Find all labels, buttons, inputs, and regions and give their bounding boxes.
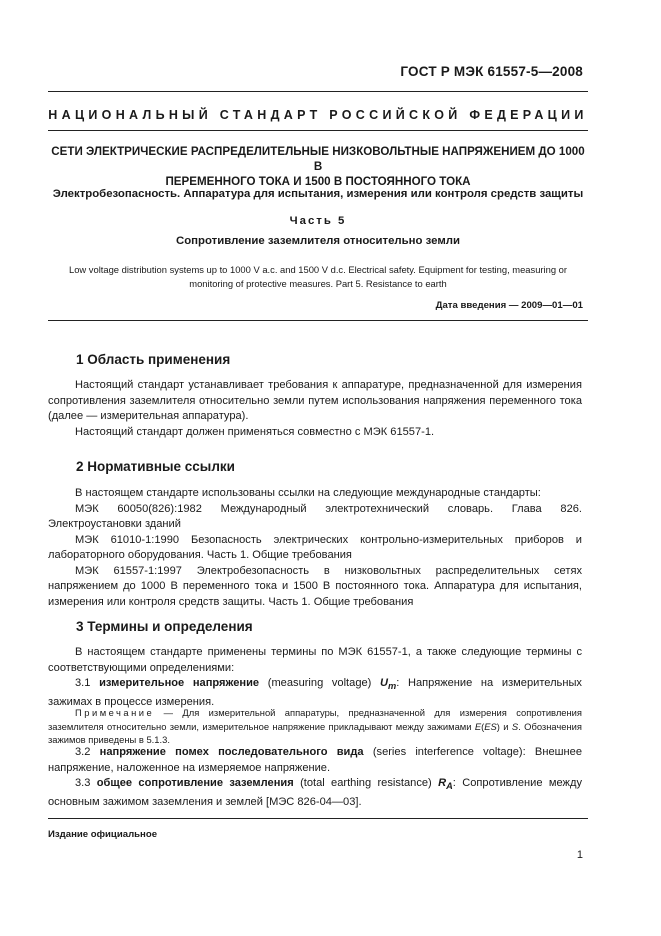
section-2-body [48, 486, 582, 610]
term-3-2: 3.2 напряжение помех последовательного вида (series interference voltage): Внешнее напряжение, наложенное на измеряемое напряжение. [48, 746, 582, 774]
part-title: Сопротивление заземлителя относительно земли [175, 235, 461, 247]
document-code: ГОСТ Р МЭК 61557-5—2008 [400, 64, 583, 79]
document-title [48, 144, 588, 189]
term-3-3-name: общее сопротивление заземления [96, 777, 294, 789]
term-3-1-symbol: $U_m$ [380, 677, 397, 692]
introduction-date: Дата введения — 2009—01—01 [435, 300, 583, 311]
official-edition-label: Издание официальное [48, 829, 158, 840]
banner-divider [48, 130, 588, 131]
reference-iec-61010: МЭК 61010-1:1990 Безопасность электрических контрольно-измерительных приборов и лабораторного оборудования. Часть 1. Общие требования [48, 533, 582, 561]
section-3-paragraph-1: В настоящем стандарте применены термины по МЭК 61557-1, а также следующие термины с соответствующими определениями: [48, 646, 582, 674]
term-3-3: 3.3 общее сопротивление заземления (total earthing resistance) $R_A$: Сопротивление между основным зажимом заземления и землей [МЭС 826-04—03]. [48, 777, 582, 808]
english-title-line-2: monitoring of protective measures. Part 5. Resistance to earth [189, 277, 447, 289]
term-3-1: 3.1 измерительное напряжение (measuring voltage) $U_m$: Напряжение на измерительных зажимах в процессе измерения. [48, 677, 582, 708]
document-subtitle: Электробезопасность. Аппаратура для испытания, измерения или контроля средств защиты [52, 188, 584, 200]
section-2-paragraph-1: В настоящем стандарте использованы ссылки на следующие международные стандарты: [75, 487, 541, 499]
section-3-heading: 3 Термины и определения [76, 619, 253, 634]
part-label: Часть 5 [289, 215, 347, 227]
note-3-1: Примечание — Для измерительной аппаратуры, предназначенной для измерения сопротивления заземлителя относительно земли, измерительное напряжение прикладывают между зажимами E(ES) и S. Обозначения зажимов приведены в 5.1.3. [48, 707, 582, 745]
section-1-paragraph-2: Настоящий стандарт должен применяться совместно с МЭК 61557-1. [75, 425, 435, 438]
reference-iec-60050: МЭК 60050(826):1982 Международный электротехнический словарь. Глава 826. Электроустановки зданий [48, 502, 582, 530]
section-1-paragraph-1: Настоящий стандарт устанавливает требования к аппаратуре, предназначенной для измерения сопротивления заземлителя относительно земли путем использования напряжения переменного тока (далее — измерительная аппаратура). [48, 379, 582, 422]
date-divider [48, 320, 588, 321]
section-2-heading: 2 Нормативные ссылки [76, 459, 235, 474]
page-number: 1 [576, 849, 583, 861]
national-standard-banner: НАЦИОНАЛЬНЫЙ СТАНДАРТ РОССИЙСКОЙ ФЕДЕРАЦИИ [48, 108, 588, 122]
reference-iec-61557-1: МЭК 61557-1:1997 Электробезопасность в низковольтных распределительных сетях напряжением до 1000 В переменного тока и 1500 В постоянного тока. Аппаратура для испытания, измерения или контроля средств защиты. Часть 1. Общие требования [48, 564, 582, 608]
section-3-intro [48, 645, 582, 710]
term-3-2-name: напряжение помех последовательного вида [99, 746, 364, 758]
english-title-line-1: Low voltage distribution systems up to 1000 V a.c. and 1500 V d.c. Electrical safety. Equipment for testing, measuring or [68, 264, 567, 275]
english-title [48, 263, 588, 290]
term-3-1-name: измерительное напряжение [99, 677, 260, 689]
title-line-2: ПЕРЕМЕННОГО ТОКА И 1500 В ПОСТОЯННОГО ТОКА [165, 175, 471, 188]
term-3-3-symbol: $R_A$ [438, 777, 453, 792]
footer-divider [48, 818, 588, 819]
section-1-body [48, 378, 582, 440]
title-line-1: СЕТИ ЭЛЕКТРИЧЕСКИЕ РАСПРЕДЕЛИТЕЛЬНЫЕ НИЗКОВОЛЬТНЫЕ НАПРЯЖЕНИЕМ ДО 1000 В [51, 145, 585, 173]
note-label: Примечание [75, 707, 155, 718]
top-divider [48, 91, 588, 92]
section-1-heading: 1 Область применения [76, 352, 231, 367]
section-3-terms [48, 745, 582, 810]
